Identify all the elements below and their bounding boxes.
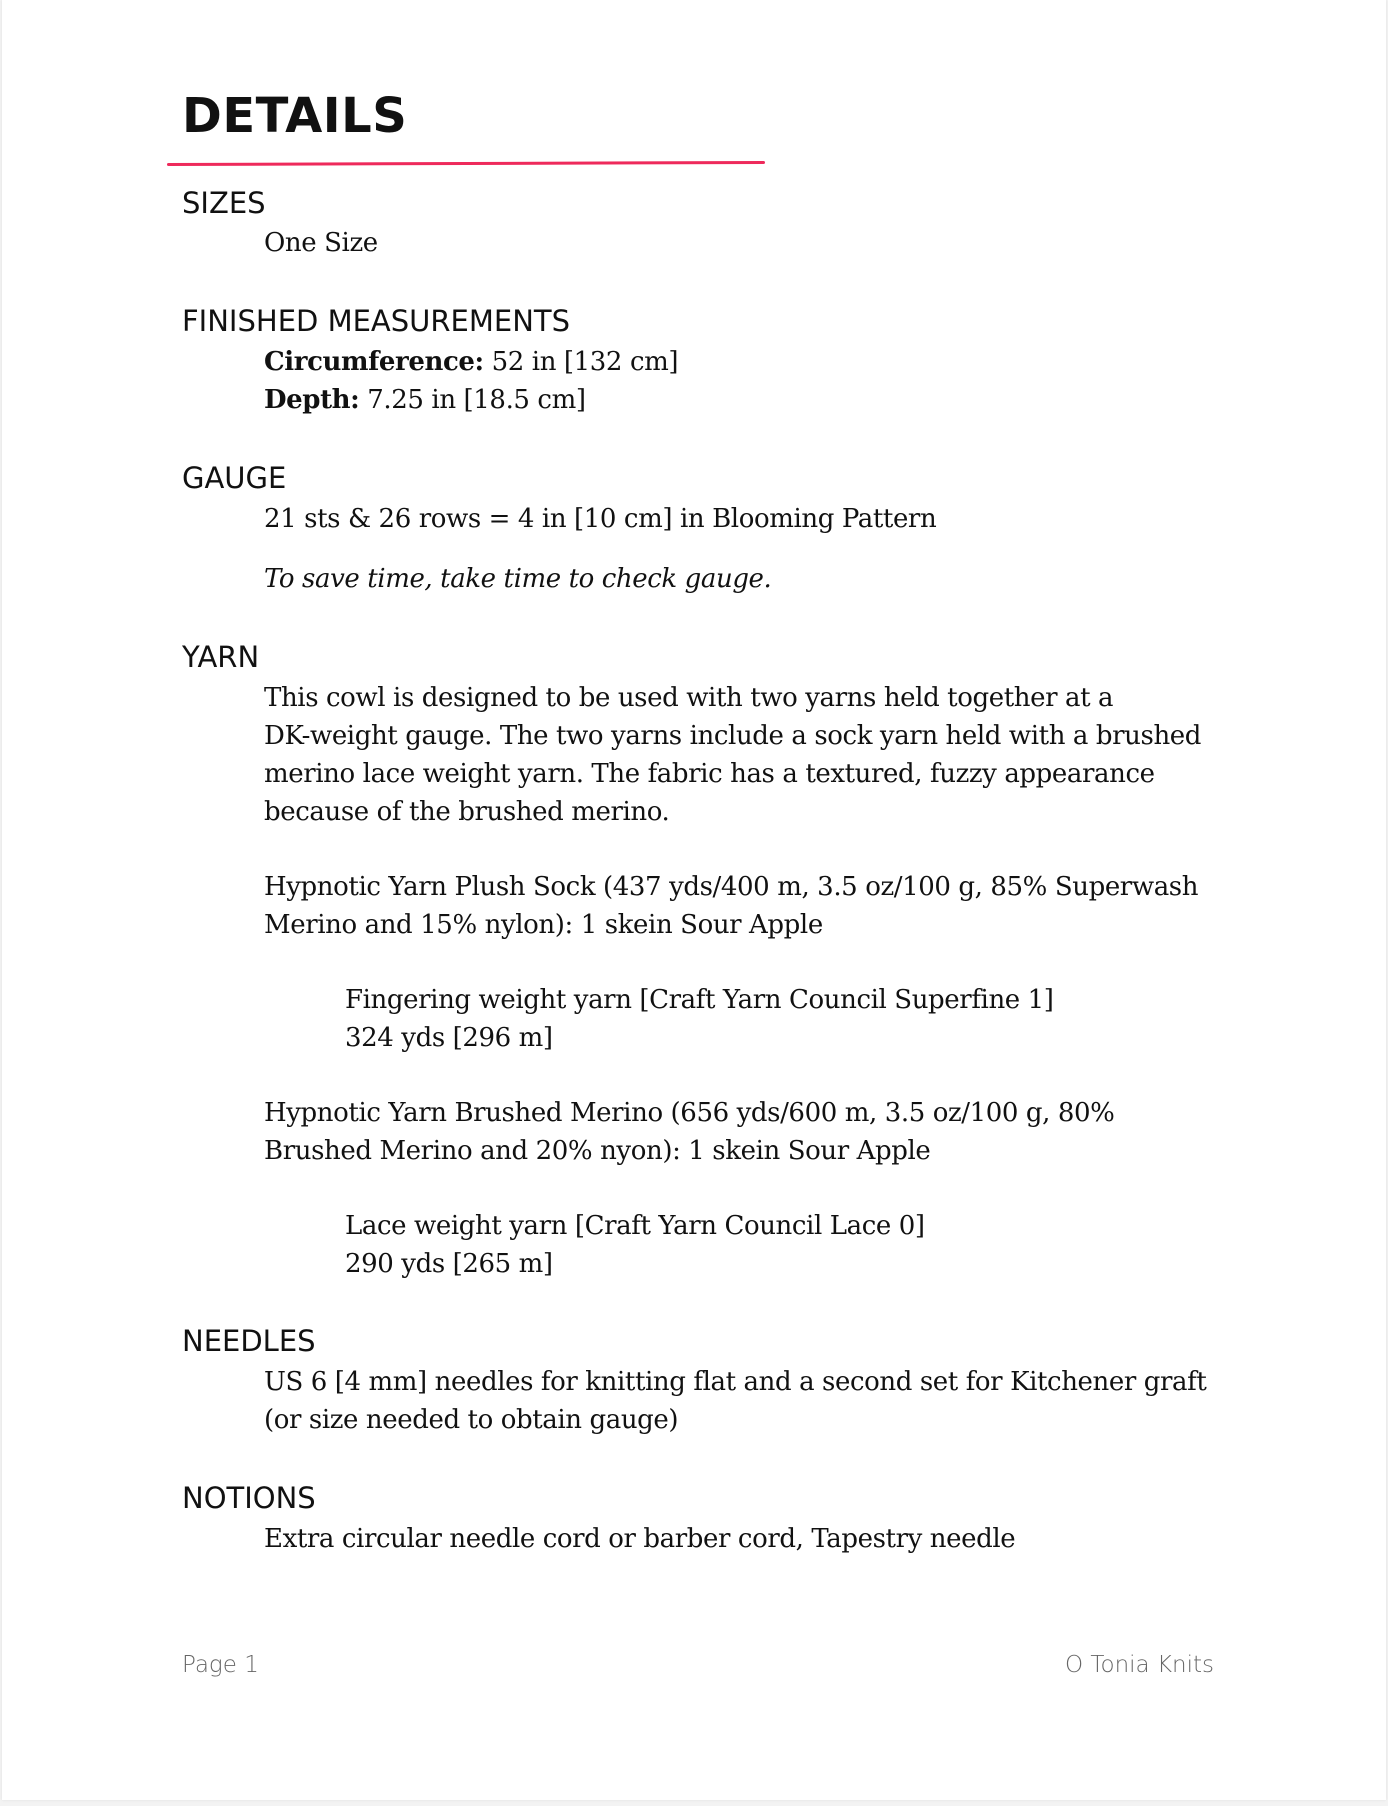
title-underline bbox=[167, 161, 765, 166]
footer-brand: O Tonia Knits bbox=[1064, 1652, 1214, 1678]
yarn1-sub-line: 324 yds [296 m] bbox=[345, 1023, 553, 1053]
notions-heading: NOTIONS bbox=[182, 1481, 316, 1515]
sizes-value: One Size bbox=[264, 228, 378, 258]
sizes-heading: SIZES bbox=[182, 186, 266, 220]
yarn2-line: Hypnotic Yarn Brushed Merino (656 yds/600 m, 3.5 oz/100 g, 80% bbox=[264, 1098, 1115, 1128]
document-page bbox=[2, 0, 1386, 1800]
needles-line: (or size needed to obtain gauge) bbox=[264, 1405, 679, 1435]
yarn1-sub-line: Fingering weight yarn [Craft Yarn Council Superfine 1] bbox=[345, 985, 1054, 1015]
notions-value: Extra circular needle cord or barber cord, Tapestry needle bbox=[264, 1524, 1016, 1554]
yarn2-line: Brushed Merino and 20% nyon): 1 skein Sour Apple bbox=[264, 1136, 931, 1166]
needles-line: US 6 [4 mm] needles for knitting flat and a second set for Kitchener graft bbox=[264, 1367, 1207, 1397]
needles-heading: NEEDLES bbox=[182, 1324, 316, 1358]
finished-measurements-heading: FINISHED MEASUREMENTS bbox=[182, 304, 571, 338]
circumference-value: 52 in [132 cm] bbox=[483, 347, 679, 377]
gauge-note: To save time, take time to check gauge. bbox=[264, 564, 772, 594]
depth-label: Depth: bbox=[264, 385, 360, 415]
depth-line bbox=[264, 381, 586, 419]
yarn2-sub-line: 290 yds [265 m] bbox=[345, 1249, 553, 1279]
page-number: Page 1 bbox=[182, 1652, 259, 1678]
circumference-line bbox=[264, 343, 678, 381]
yarn1-line: Merino and 15% nylon): 1 skein Sour Apple bbox=[264, 910, 823, 940]
yarn-intro-line: DK-weight gauge. The two yarns include a sock yarn held with a brushed bbox=[264, 721, 1202, 751]
yarn-intro-line: merino lace weight yarn. The fabric has a textured, fuzzy appearance bbox=[264, 759, 1155, 789]
page-title: DETAILS bbox=[182, 88, 408, 144]
yarn1-line: Hypnotic Yarn Plush Sock (437 yds/400 m, 3.5 oz/100 g, 85% Superwash bbox=[264, 872, 1199, 902]
yarn-intro-line: because of the brushed merino. bbox=[264, 797, 670, 827]
yarn-intro-line: This cowl is designed to be used with two yarns held together at a bbox=[264, 683, 1114, 713]
yarn2-sub-line: Lace weight yarn [Craft Yarn Council Lace 0] bbox=[345, 1211, 925, 1241]
depth-value: 7.25 in [18.5 cm] bbox=[359, 385, 586, 415]
yarn-heading: YARN bbox=[182, 640, 260, 674]
gauge-value: 21 sts & 26 rows = 4 in [10 cm] in Blooming Pattern bbox=[264, 504, 937, 534]
circumference-label: Circumference: bbox=[264, 347, 484, 377]
gauge-heading: GAUGE bbox=[182, 461, 287, 495]
